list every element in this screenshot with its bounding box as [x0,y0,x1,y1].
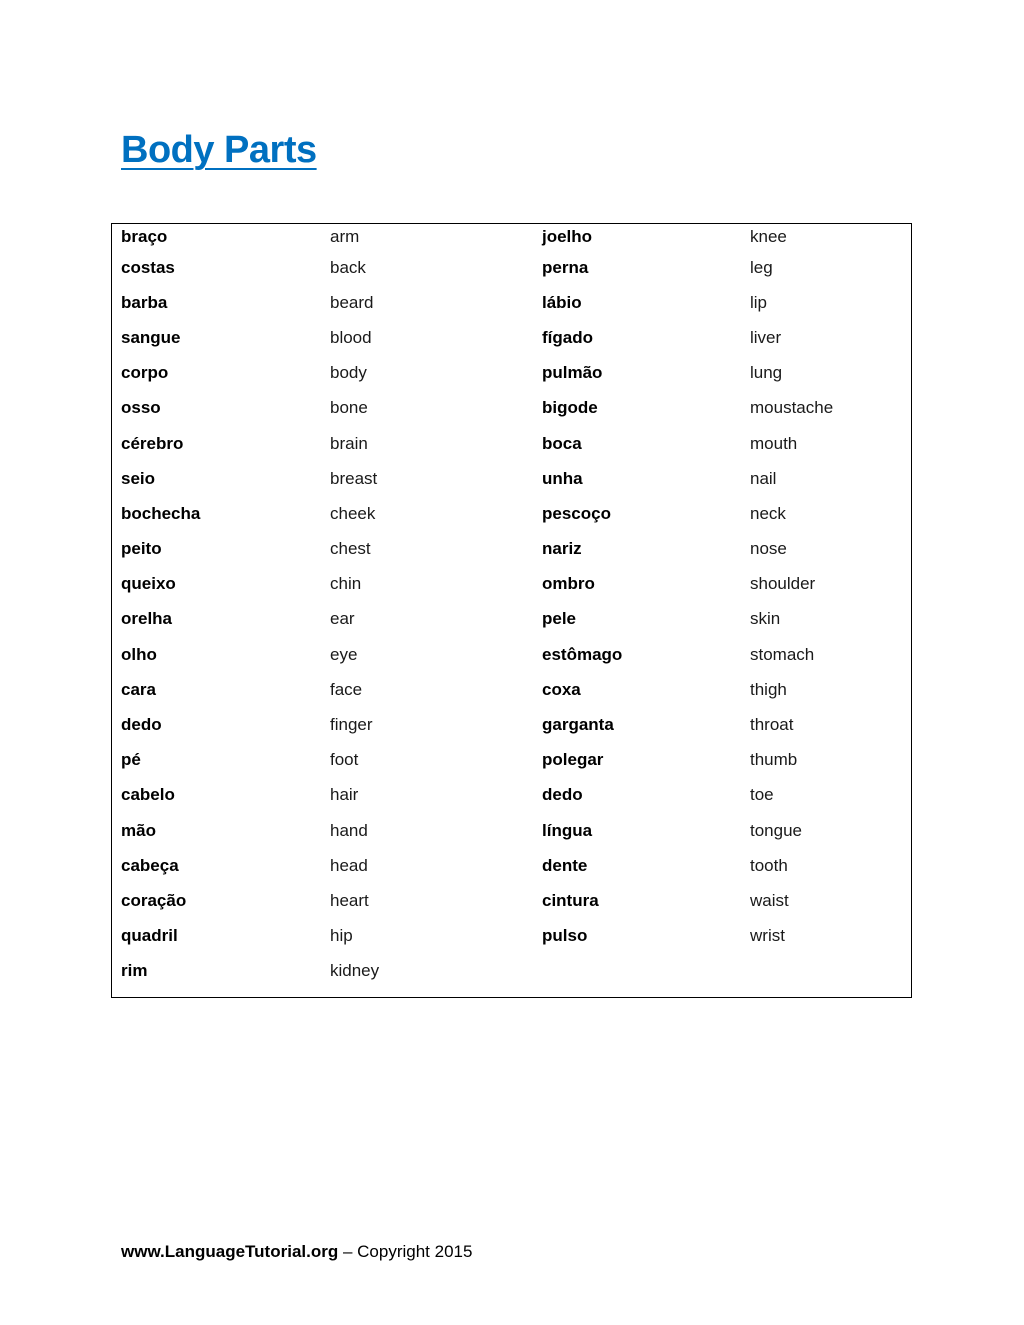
portuguese-word: boca [542,433,582,453]
table-row [112,637,913,672]
english-word: stomach [750,644,815,664]
vocabulary-table [112,224,913,989]
table-row [112,320,913,355]
english-word: cheek [330,503,376,523]
english-word: moustache [750,398,834,418]
portuguese-word: pulmão [542,363,603,383]
portuguese-word: bigode [542,398,598,418]
portuguese-word: polegar [542,750,604,770]
portuguese-word: pele [542,609,577,629]
table-row [112,813,913,848]
english-word: liver [750,327,782,347]
table-row [112,496,913,531]
portuguese-word: mão [121,820,156,840]
page-title: Body Parts [121,129,317,171]
english-word: back [330,257,366,277]
portuguese-word: estômago [542,644,623,664]
portuguese-word: osso [121,398,161,418]
portuguese-word: coxa [542,679,581,699]
english-word: mouth [750,433,798,453]
english-word: beard [330,292,374,312]
portuguese-word: pulso [542,926,588,946]
english-word: bone [330,398,368,418]
table-row [112,883,913,918]
portuguese-word: ombro [542,574,595,594]
english-word: breast [330,468,378,488]
english-word: lung [750,363,783,383]
footer-copyright: – Copyright 2015 [338,1242,473,1261]
vocabulary-box [111,223,912,998]
english-word: eye [330,644,358,664]
english-word: hip [330,926,353,946]
table-row [112,285,913,320]
english-word: tongue [750,820,802,840]
portuguese-word: cabeça [121,855,179,875]
portuguese-word: nariz [542,539,582,559]
english-word: heart [330,890,369,910]
english-word: skin [750,609,781,629]
portuguese-word: coração [121,890,187,910]
portuguese-word: braço [121,227,168,246]
portuguese-word: pescoço [542,503,611,523]
english-word: body [330,363,367,383]
portuguese-word: dedo [542,785,583,805]
portuguese-word: pé [121,750,141,770]
portuguese-word: sangue [121,327,181,347]
english-word: lip [750,292,768,312]
footer-site-link[interactable]: www.LanguageTutorial.org [121,1242,339,1261]
table-row [112,224,913,250]
english-word: kidney [330,961,380,981]
english-word: chin [330,574,362,594]
english-word: tooth [750,855,788,875]
english-word: shoulder [750,574,816,594]
table-row [112,707,913,742]
english-word: thigh [750,679,787,699]
portuguese-word: joelho [542,227,593,246]
portuguese-word: dedo [121,715,162,735]
vocabulary-table-body [112,224,913,989]
table-row [112,567,913,602]
portuguese-word: queixo [121,574,176,594]
footer [121,1241,472,1263]
portuguese-word: quadril [121,926,178,946]
english-word: arm [330,227,360,246]
english-word: throat [750,715,794,735]
portuguese-word: costas [121,257,175,277]
table-row [112,848,913,883]
portuguese-word: corpo [121,363,169,383]
table-row [112,391,913,426]
portuguese-word: cérebro [121,433,184,453]
english-word: face [330,679,363,699]
portuguese-word: cara [121,679,156,699]
portuguese-word: olho [121,644,157,664]
portuguese-word: bochecha [121,503,201,523]
portuguese-word: cintura [542,890,599,910]
portuguese-word: lábio [542,292,582,312]
english-word: head [330,855,368,875]
table-row [112,426,913,461]
english-word: wrist [750,926,785,946]
portuguese-word: barba [121,292,168,312]
english-word: thumb [750,750,798,770]
portuguese-word: perna [542,257,589,277]
table-row [112,532,913,567]
english-word: nail [750,468,777,488]
english-word: leg [750,257,773,277]
english-word: neck [750,503,786,523]
portuguese-word: peito [121,539,162,559]
portuguese-word: orelha [121,609,173,629]
english-word: finger [330,715,373,735]
portuguese-word: fígado [542,327,593,347]
portuguese-word: seio [121,468,156,488]
portuguese-word: dente [542,855,588,875]
table-row [112,461,913,496]
portuguese-word: cabelo [121,785,175,805]
portuguese-word: rim [121,961,148,981]
portuguese-word [533,954,741,989]
english-word: waist [750,890,789,910]
table-row [112,919,913,954]
english-word: foot [330,750,359,770]
table-row [112,954,913,989]
table-row [112,743,913,778]
english-word: toe [750,785,774,805]
portuguese-word: língua [542,820,593,840]
table-row [112,672,913,707]
english-word: chest [330,539,371,559]
english-word: knee [750,227,787,246]
portuguese-word: garganta [542,715,614,735]
english-word: nose [750,539,787,559]
english-word: hair [330,785,359,805]
english-word: blood [330,327,372,347]
portuguese-word: unha [542,468,583,488]
table-row [112,602,913,637]
english-word: brain [330,433,368,453]
english-word: hand [330,820,368,840]
table-row [112,356,913,391]
english-word [741,954,913,989]
table-row [112,250,913,285]
table-row [112,778,913,813]
english-word: ear [330,609,355,629]
